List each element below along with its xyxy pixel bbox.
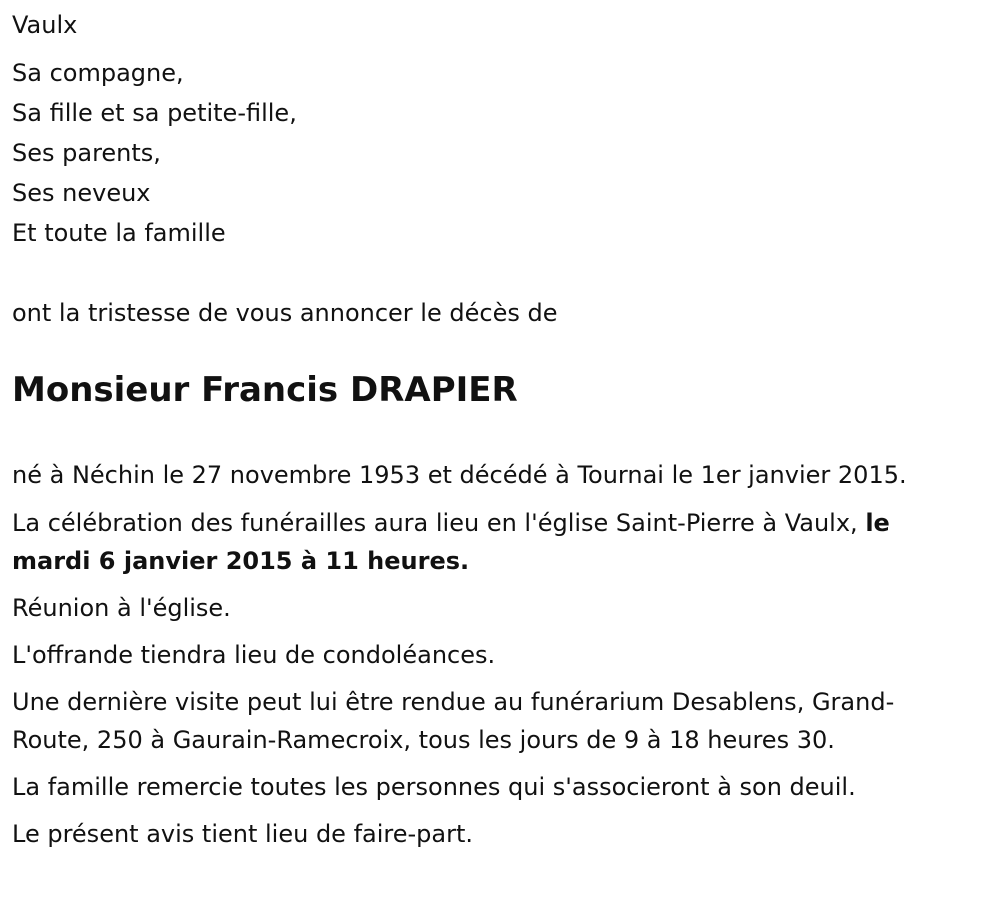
family-line: Et toute la famille (12, 219, 226, 247)
notice-info: Le présent avis tient lieu de faire-part. (12, 820, 474, 848)
funeral-info (12, 504, 988, 580)
funeral-date: mardi 6 janvier 2015 à 11 heures. (12, 547, 470, 575)
family-line: Sa compagne, (12, 59, 184, 87)
announcement-intro: ont la tristesse de vous annoncer le décès de (12, 299, 558, 327)
family-list (12, 53, 988, 253)
offering-info: L'offrande tiendra lieu de condoléances. (12, 641, 496, 669)
birth-death-dates: né à Néchin le 27 novembre 1953 et décédé à Tournai le 1er janvier 2015. (12, 461, 907, 489)
visit-info (12, 683, 988, 759)
obituary-notice (0, 5, 1000, 900)
visit-line: Route, 250 à Gaurain-Ramecroix, tous les jours de 9 à 18 heures 30. (12, 726, 835, 754)
place-name: Vaulx (12, 11, 78, 39)
family-line: Sa fille et sa petite-fille, (12, 99, 297, 127)
family-line: Ses neveux (12, 179, 151, 207)
meeting-info: Réunion à l'église. (12, 594, 231, 622)
family-line: Ses parents, (12, 139, 161, 167)
deceased-name: Monsieur Francis DRAPIER (12, 370, 518, 410)
funeral-text: La célébration des funérailles aura lieu en l'église Saint-Pierre à Vaulx, (12, 509, 858, 537)
visit-line: Une dernière visite peut lui être rendue au funérarium Desablens, Grand- (12, 688, 895, 716)
thanks-info: La famille remercie toutes les personnes qui s'associeront à son deuil. (12, 773, 856, 801)
funeral-date-start: le (865, 509, 890, 537)
